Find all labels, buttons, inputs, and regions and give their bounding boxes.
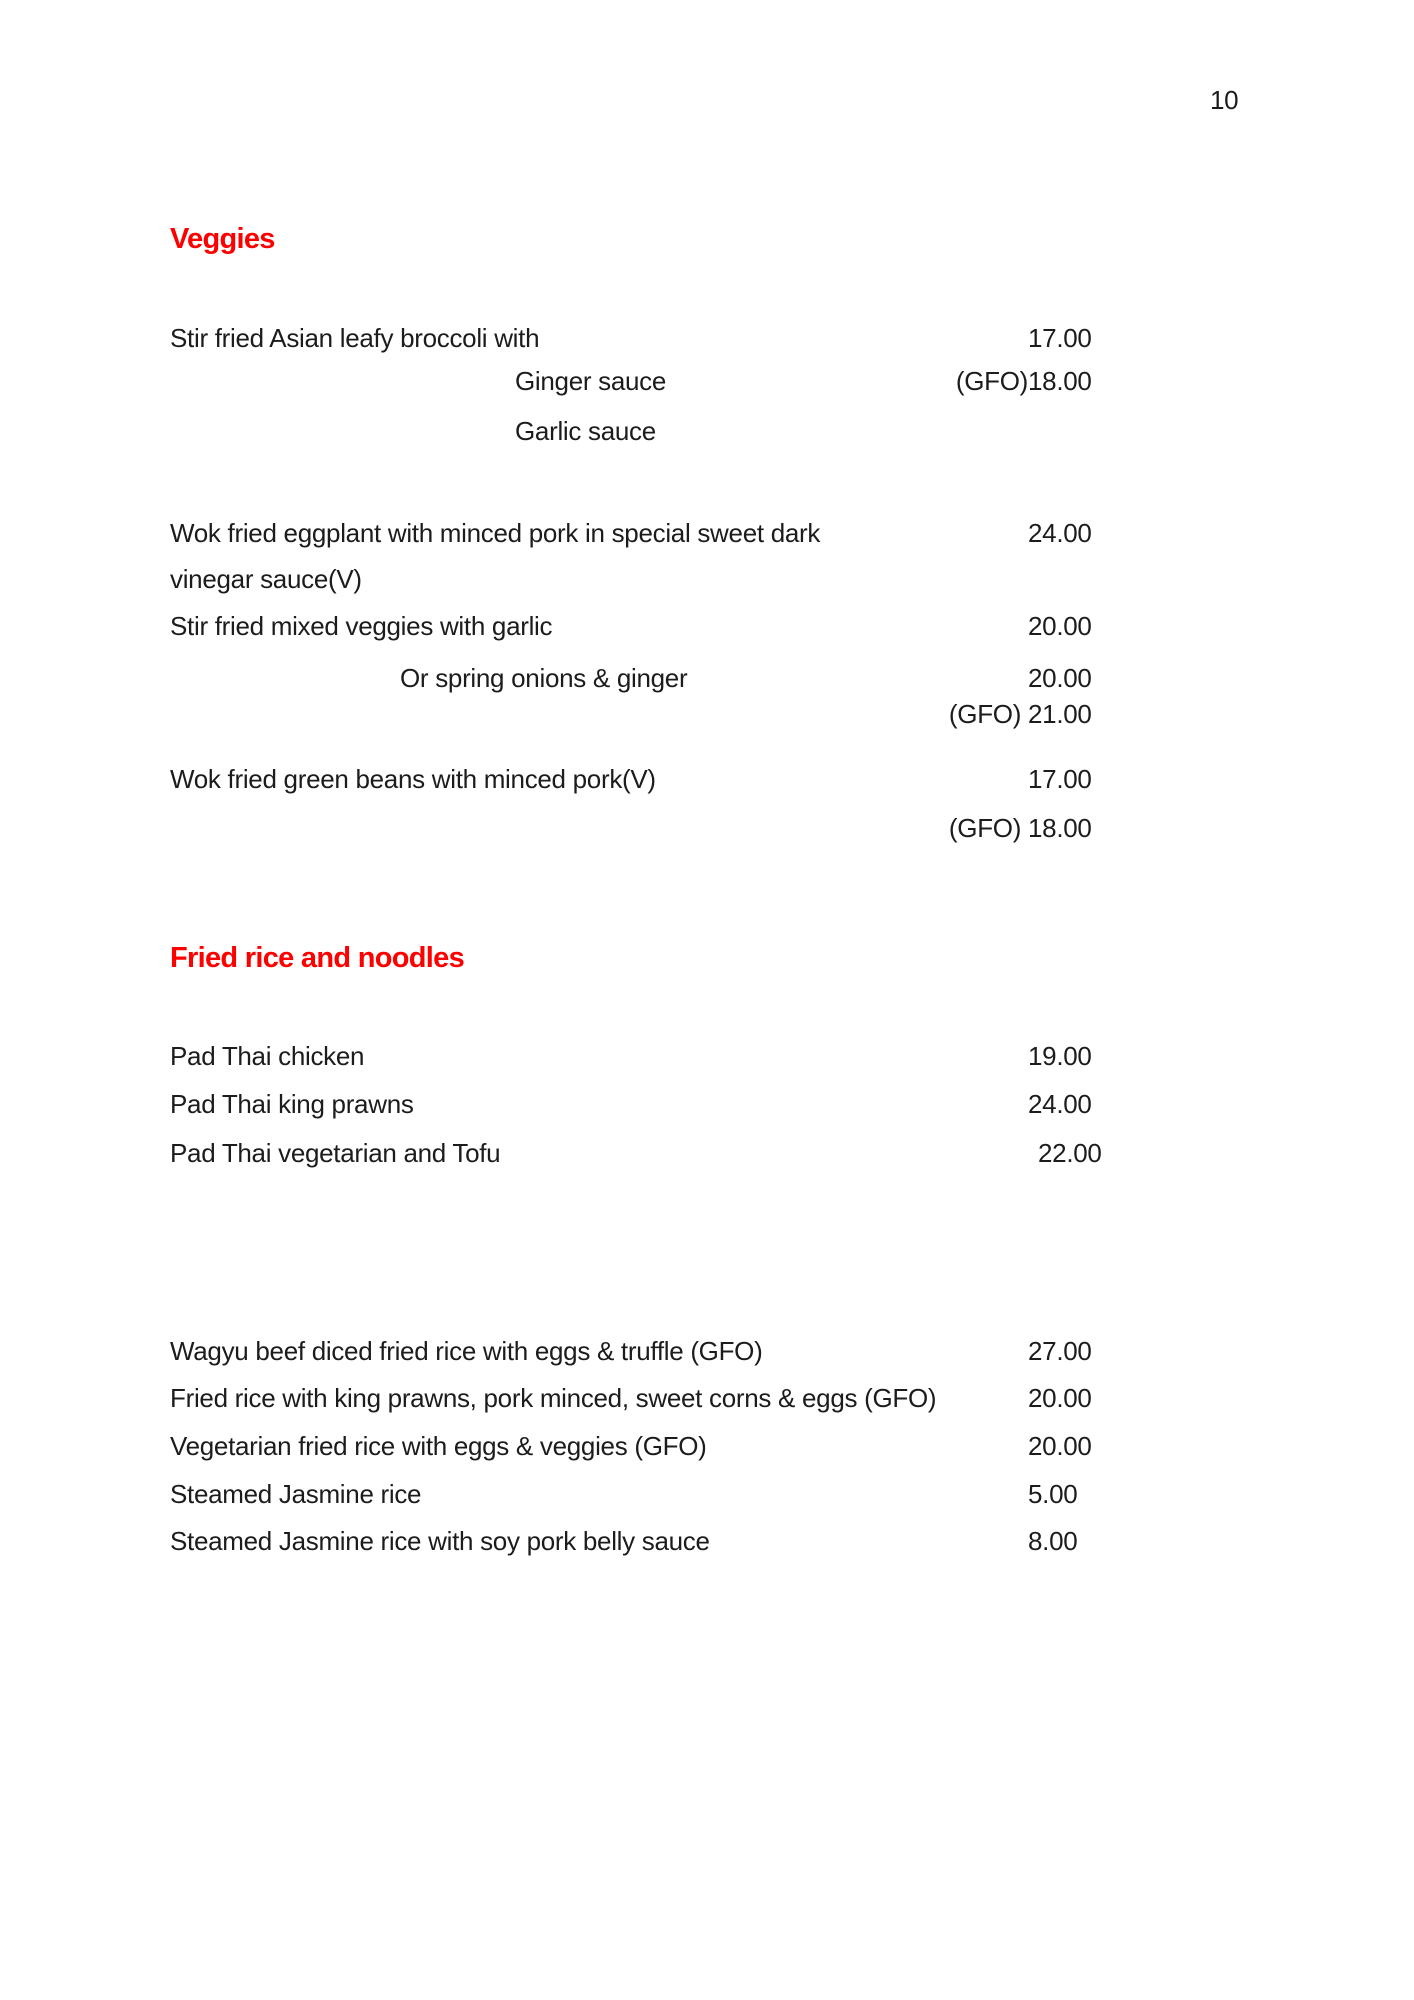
- menu-item-gfo-price-line: [170, 812, 1250, 846]
- item-name: Steamed Jasmine rice: [170, 1479, 422, 1509]
- menu-item: [170, 365, 1250, 399]
- item-price: [1028, 517, 1092, 549]
- menu-item: [170, 610, 1250, 644]
- item-price-value: 18.00: [1028, 366, 1092, 396]
- item-name: Ginger sauce: [515, 366, 667, 396]
- item-name: Stir fried mixed veggies with garlic: [170, 611, 553, 641]
- item-price-value: 19.00: [1028, 1041, 1092, 1071]
- menu-item: [170, 1382, 1250, 1416]
- item-name: Fried rice with king prawns, pork minced, sweet corns & eggs (GFO): [170, 1383, 937, 1413]
- item-name: Pad Thai king prawns: [170, 1089, 414, 1119]
- item-name: Wagyu beef diced fried rice with eggs & truffle (GFO): [170, 1336, 763, 1366]
- item-price: [1028, 1335, 1092, 1367]
- menu-item: [170, 1335, 1250, 1369]
- item-price: [1028, 1040, 1092, 1072]
- item-price: [1028, 763, 1092, 795]
- menu-item: [170, 415, 1250, 449]
- item-price-value: 8.00: [1028, 1526, 1078, 1556]
- section-title-veggies: Veggies: [170, 223, 275, 255]
- item-name: Stir fried Asian leafy broccoli with: [170, 323, 540, 353]
- item-price-value: 20.00: [1028, 663, 1092, 693]
- menu-item: [170, 763, 1250, 797]
- item-gfo-label: (GFO): [948, 813, 1028, 843]
- item-price: [1028, 1382, 1092, 1414]
- item-price-value: 5.00: [1028, 1479, 1078, 1509]
- item-price-value: 24.00: [1028, 518, 1092, 548]
- item-price-value: 18.00: [1028, 813, 1092, 843]
- item-price: [955, 365, 1092, 397]
- item-name: Wok fried eggplant with minced pork in special sweet dark: [170, 518, 821, 548]
- item-gfo-label: (GFO): [948, 699, 1028, 729]
- item-price: [1028, 322, 1092, 354]
- item-name: Pad Thai vegetarian and Tofu: [170, 1138, 501, 1168]
- menu-item: [170, 1040, 1250, 1074]
- item-name: Garlic sauce: [515, 416, 656, 446]
- item-price: [1028, 1430, 1092, 1462]
- item-name: Pad Thai chicken: [170, 1041, 365, 1071]
- menu-item: [170, 517, 1250, 551]
- item-price-value: 17.00: [1028, 764, 1092, 794]
- item-price: [1028, 662, 1092, 694]
- item-price-value: 24.00: [1028, 1089, 1092, 1119]
- item-price-value: 20.00: [1028, 611, 1092, 641]
- menu-item: [170, 563, 1250, 597]
- item-price-value: 17.00: [1028, 323, 1092, 353]
- menu-item: [170, 1478, 1250, 1512]
- menu-item: [170, 1430, 1250, 1464]
- item-price: [1028, 1088, 1092, 1120]
- menu-item: [170, 322, 1250, 356]
- page-number: 10: [1210, 85, 1239, 115]
- menu-item: [170, 1525, 1250, 1559]
- section-title-fried-rice-and-noodles: Fried rice and noodles: [170, 942, 464, 974]
- item-price-value: 21.00: [1028, 699, 1092, 729]
- menu-item-gfo-price-line: [170, 698, 1250, 732]
- item-price: [1038, 1137, 1102, 1169]
- item-price-value: 20.00: [1028, 1431, 1092, 1461]
- item-name: vinegar sauce(V): [170, 564, 362, 594]
- item-price: [1028, 610, 1092, 642]
- menu-item: [170, 662, 1250, 696]
- item-price: [1028, 1525, 1077, 1557]
- item-price: [948, 812, 1092, 844]
- item-price-value: 27.00: [1028, 1336, 1092, 1366]
- menu-item: [170, 1137, 1250, 1171]
- item-price-value: 20.00: [1028, 1383, 1092, 1413]
- menu-item: [170, 1088, 1250, 1122]
- item-name: Steamed Jasmine rice with soy pork belly sauce: [170, 1526, 710, 1556]
- item-price-value: 22.00: [1038, 1138, 1102, 1168]
- item-name: Vegetarian fried rice with eggs & veggies (GFO): [170, 1431, 707, 1461]
- item-price: [1028, 1478, 1077, 1510]
- item-gfo-label: (GFO): [955, 366, 1028, 396]
- item-price: [948, 698, 1092, 730]
- item-name: Or spring onions & ginger: [400, 663, 688, 693]
- item-name: Wok fried green beans with minced pork(V): [170, 764, 656, 794]
